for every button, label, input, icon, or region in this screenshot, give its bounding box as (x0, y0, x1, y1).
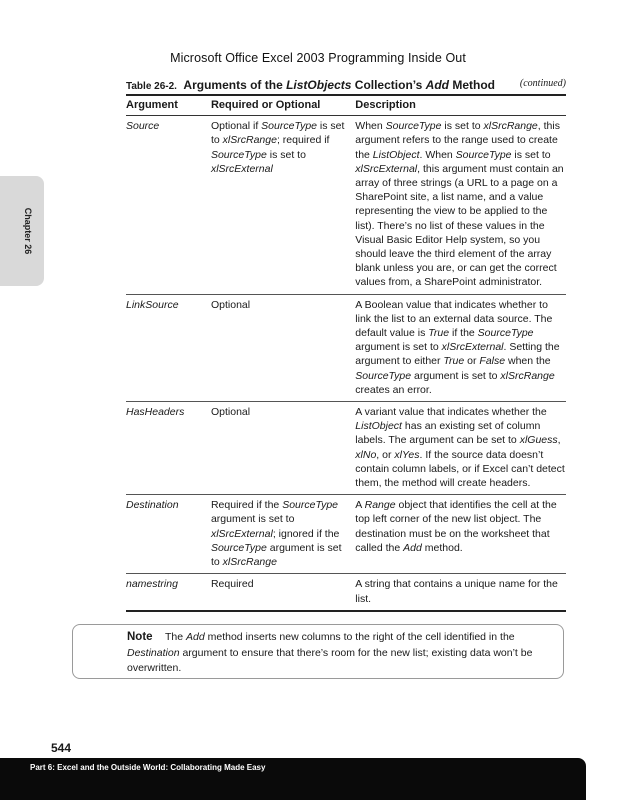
table-number: Table 26-2. (126, 81, 177, 92)
cell-argument: Destination (126, 495, 211, 574)
header-argument: Argument (126, 95, 211, 116)
cell-argument: HasHeaders (126, 402, 211, 495)
table-row (126, 116, 566, 294)
footer-bar (0, 758, 586, 800)
table-header-row (126, 95, 566, 116)
table-caption: Arguments of the ListObjects Collection’s Add Method (183, 78, 495, 92)
cell-argument: Source (126, 116, 211, 294)
table-row (126, 574, 566, 611)
cell-required: Optional if SourceType is set to xlSrcRange; required if SourceType is set to xlSrcExternal (211, 116, 355, 294)
continued-label: (continued) (519, 78, 566, 89)
cell-description: A variant value that indicates whether the ListObject has an existing set of column labels. The argument can be set to xlGuess, xlNo, or xlYes. If the source data doesn’t contain column labels, or if Excel can’t detect them, the method will create headers. (355, 402, 566, 495)
chapter-tab (0, 176, 44, 286)
running-head: Microsoft Office Excel 2003 Programming Inside Out (170, 51, 466, 65)
note-label: Note (127, 631, 153, 643)
chapter-tab-label: Chapter 26 (23, 207, 33, 255)
cell-required: Required if the SourceType argument is set to xlSrcExternal; ignored if the SourceType argument is set to xlSrcRange (211, 495, 355, 574)
note-box (72, 624, 564, 679)
header-required: Required or Optional (211, 95, 355, 116)
table-row (126, 402, 566, 495)
cell-argument: namestring (126, 574, 211, 611)
header-description: Description (355, 95, 566, 116)
note-text: The Add method inserts new columns to the right of the cell identified in the Destination argument to ensure that there’s room for the new list; existing data won’t be overwritten. (127, 631, 533, 674)
cell-required: Required (211, 574, 355, 611)
page-number: 544 (51, 741, 72, 755)
cell-required: Optional (211, 294, 355, 401)
cell-description: A Range object that identifies the cell at the top left corner of the new list object. The destination must be on the worksheet that called the Add method. (355, 495, 566, 574)
cell-argument: LinkSource (126, 294, 211, 401)
cell-required: Optional (211, 402, 355, 495)
table-title (126, 76, 566, 94)
cell-description: A Boolean value that indicates whether to link the list to an external data source. The default value is True if the SourceType argument is set to xlSrcExternal. Setting the argument to either True or False when the SourceType argument is set to xlSrcRange creates an error. (355, 294, 566, 401)
cell-description: When SourceType is set to xlSrcRange, this argument refers to the range used to create the ListObject. When SourceType is set to xlSrcExternal, this argument must contain an array of three strings (a URL to a page on a SharePoint site, a list name, and a value representing the view to be applied to the list). There’s no list of these values in the Visual Basic Editor Help system, so you should leave the third element of the array blank unless you are, or can get the correct values from, a SharePoint administrator. (355, 116, 566, 294)
arguments-table (126, 94, 566, 612)
table-row (126, 294, 566, 401)
footer-text: Part 6: Excel and the Outside World: Collaborating Made Easy (30, 763, 266, 772)
cell-description: A string that contains a unique name for the list. (355, 574, 566, 611)
table-row (126, 495, 566, 574)
